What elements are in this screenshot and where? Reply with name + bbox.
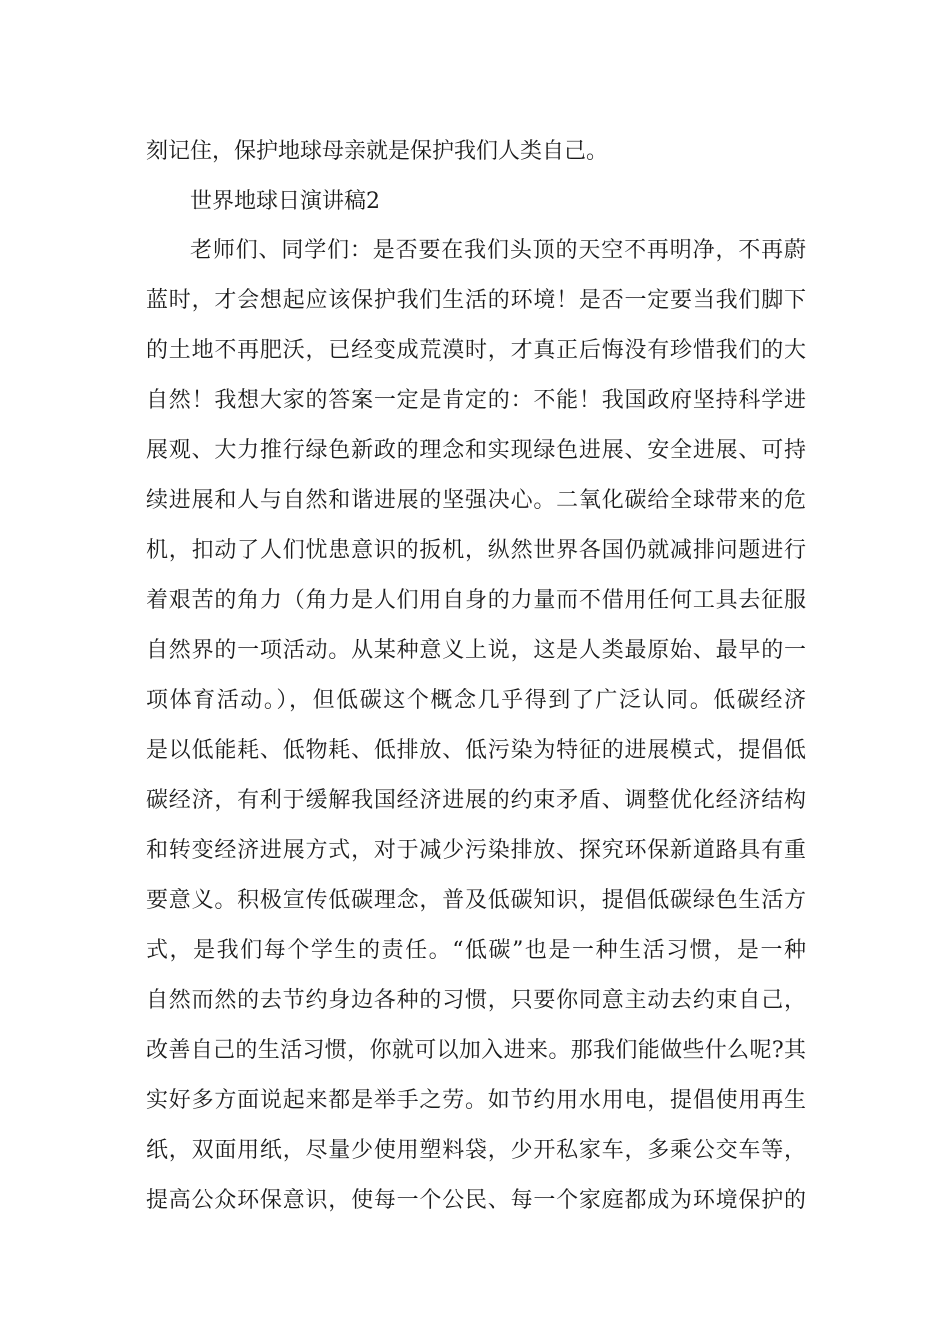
paragraph-line: 自然而然的去节约身边各种的习惯，只要你同意主动去约束自己， [146, 988, 806, 1013]
paragraph-line: 要意义。积极宣传低碳理念，普及低碳知识，提倡低碳绿色生活方 [146, 888, 806, 913]
paragraph-line: 蓝时，才会想起应该保护我们生活的环境！是否一定要当我们脚下 [146, 288, 806, 313]
paragraph-line: 的土地不再肥沃，已经变成荒漠时，才真正后悔没有珍惜我们的大 [146, 338, 806, 363]
paragraph-line: 纸，双面用纸，尽量少使用塑料袋，少开私家车，多乘公交车等， [146, 1138, 806, 1163]
paragraph-line: 机，扣动了人们忧患意识的扳机，纵然世界各国仍就减排问题进行 [146, 538, 806, 563]
paragraph-line: 项体育活动。），但低碳这个概念几乎得到了广泛认同。低碳经济 [146, 688, 806, 713]
paragraph-line: 老师们、同学们：是否要在我们头顶的天空不再明净，不再蔚 [190, 238, 806, 263]
paragraph-line: 续进展和人与自然和谐进展的坚强决心。二氧化碳给全球带来的危 [146, 488, 806, 513]
paragraph-line: 和转变经济进展方式，对于减少污染排放、探究环保新道路具有重 [146, 838, 806, 863]
section-heading: 世界地球日演讲稿2 [190, 189, 380, 214]
paragraph-line: 提高公众环保意识，使每一个公民、每一个家庭都成为环境保护的 [146, 1188, 806, 1213]
paragraph-line: 实好多方面说起来都是举手之劳。如节约用水用电，提倡使用再生 [146, 1088, 806, 1113]
paragraph-line: 式，是我们每个学生的责任。“低碳”也是一种生活习惯，是一种 [146, 938, 806, 963]
paragraph-line: 自然界的一项活动。从某种意义上说，这是人类最原始、最早的一 [146, 638, 806, 663]
paragraph-line: 是以低能耗、低物耗、低排放、低污染为特征的进展模式，提倡低 [146, 738, 806, 763]
paragraph-line: 碳经济，有利于缓解我国经济进展的约束矛盾、调整优化经济结构 [146, 788, 806, 813]
paragraph-line: 展观、大力推行绿色新政的理念和实现绿色进展、安全进展、可持 [146, 438, 806, 463]
paragraph-line: 改善自己的生活习惯，你就可以加入进来。那我们能做些什么呢?其 [146, 1038, 806, 1063]
continuation-line: 刻记住，保护地球母亲就是保护我们人类自己。 [146, 139, 609, 164]
paragraph-line: 自然！我想大家的答案一定是肯定的：不能！我国政府坚持科学进 [146, 388, 806, 413]
paragraph-line: 着艰苦的角力（角力是人们用自身的力量而不借用任何工具去征服 [146, 588, 806, 613]
